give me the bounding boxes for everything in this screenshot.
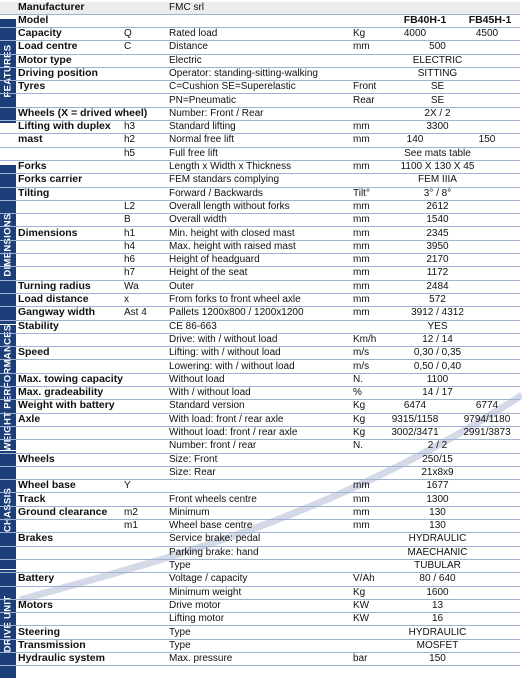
- row-description: Wheel base centre: [169, 520, 253, 532]
- row-value: 1300: [426, 493, 449, 505]
- row-value: 572: [429, 294, 446, 305]
- row-unit: Rear: [353, 94, 375, 106]
- table-row: [0, 214, 520, 227]
- row-unit: %: [353, 387, 362, 399]
- row-unit: mm: [353, 227, 370, 239]
- table-row: [0, 560, 520, 573]
- row-value: FEM IIIA: [418, 174, 457, 186]
- row-key: mast: [18, 133, 43, 146]
- row-value-model-1: 3002/3471: [391, 427, 439, 438]
- row-unit: V/Ah: [353, 573, 375, 585]
- row-unit: mm: [353, 254, 370, 266]
- row-value: 2484: [426, 280, 449, 292]
- row-unit: mm: [353, 161, 370, 172]
- row-symbol: Wa: [124, 280, 139, 292]
- row-description: FEM standars complying: [169, 174, 280, 186]
- row-description: Service brake: pedal: [169, 533, 261, 545]
- table-row: [0, 108, 520, 121]
- row-value: SE: [430, 94, 445, 106]
- row-symbol: Y: [124, 480, 131, 492]
- row-description: From forks to front wheel axle: [169, 294, 301, 305]
- manufacturer-label: Manufacturer: [18, 1, 85, 13]
- row-description: Overall width: [169, 214, 227, 226]
- row-symbol: x: [124, 294, 129, 305]
- row-description: Overall length without forks: [169, 200, 290, 212]
- row-unit: mm: [353, 520, 370, 532]
- row-key: Track: [18, 492, 46, 505]
- row-value-model-1: 4000: [403, 28, 427, 39]
- row-value: 3° / 8°: [423, 187, 452, 199]
- table-row: [0, 41, 520, 54]
- row-key: Lifting with duplex: [18, 120, 111, 133]
- row-key: Weight with battery: [18, 399, 115, 412]
- row-symbol: m2: [124, 506, 138, 518]
- row-value: 1172: [426, 267, 449, 279]
- row-value: 0,30 / 0,35: [413, 347, 462, 359]
- section-label: DIMENSIONS: [2, 212, 14, 277]
- row-value: 3300: [426, 121, 449, 133]
- row-value: 130: [429, 506, 446, 518]
- row-description: C=Cushion SE=Superelastic: [169, 81, 296, 93]
- row-symbol: B: [124, 214, 131, 226]
- row-unit: mm: [353, 307, 370, 319]
- row-key: Forks: [18, 160, 47, 172]
- row-unit: Kg: [353, 586, 366, 598]
- row-key: Speed: [18, 346, 50, 359]
- row-key: Gangway width: [18, 306, 96, 319]
- table-row: [0, 547, 520, 560]
- row-symbol: m1: [124, 520, 138, 532]
- row-description: Number: front / rear: [169, 440, 257, 452]
- row-key: Hydraulic system: [18, 652, 105, 665]
- row-value-model-1: 9315/1158: [391, 413, 439, 425]
- row-value: 3950: [426, 240, 449, 252]
- row-key: Stability: [18, 319, 59, 332]
- section-label: WEIGHT PERFORMANCES: [2, 323, 14, 452]
- row-description: Minimum: [169, 506, 210, 518]
- row-description: Max. pressure: [169, 653, 233, 665]
- row-description: Rated load: [169, 28, 218, 39]
- row-symbol: h4: [124, 240, 136, 252]
- row-key: Axle: [18, 412, 41, 425]
- row-key: Transmission: [18, 638, 86, 651]
- row-key: Battery: [18, 572, 55, 585]
- table-row: [0, 627, 520, 640]
- table-row: [0, 414, 520, 427]
- table-row: [0, 134, 520, 147]
- row-value: 1600: [426, 586, 449, 598]
- row-symbol: h1: [124, 227, 136, 239]
- row-key: Turning radius: [18, 279, 91, 292]
- row-value: 14 / 17: [422, 387, 453, 399]
- row-description: Without load: [169, 373, 225, 385]
- model-2: FB45H-1: [468, 14, 512, 26]
- table-row: [0, 148, 520, 161]
- table-row: [0, 480, 520, 493]
- table-row: [0, 28, 520, 41]
- row-symbol: h5: [124, 147, 136, 159]
- table-row: [0, 121, 520, 134]
- row-description: Lowering: with / without load: [169, 360, 295, 372]
- row-value-model-2: 9794/1180: [463, 413, 511, 425]
- table-row: [0, 653, 520, 666]
- row-key: Forks carrier: [18, 173, 83, 186]
- table-row: [0, 613, 520, 626]
- row-unit: mm: [353, 134, 370, 146]
- table-row: [0, 267, 520, 280]
- row-description: Parking brake: hand: [169, 546, 259, 558]
- row-key: Max. gradeability: [18, 386, 104, 399]
- row-description: Full free lift: [169, 147, 218, 159]
- row-unit: Front: [353, 81, 377, 93]
- row-description: Front wheels centre: [169, 493, 257, 505]
- row-description: Max. height with raised mast: [169, 240, 296, 252]
- row-unit: Kg: [353, 427, 366, 438]
- row-symbol: L2: [124, 200, 136, 212]
- row-description: Minimum weight: [169, 586, 242, 598]
- manufacturer-value: FMC srl: [169, 2, 204, 13]
- table-row: [0, 467, 520, 480]
- row-description: Operator: standing-sitting-walking: [169, 67, 318, 79]
- row-value: 130: [429, 520, 446, 532]
- row-key: Ground clearance: [18, 505, 108, 518]
- row-description: Height of headguard: [169, 254, 260, 266]
- row-description: Lifting: with / without load: [169, 347, 281, 359]
- table-row: [0, 228, 520, 241]
- table-row: [0, 294, 520, 307]
- row-unit: m/s: [353, 347, 370, 359]
- row-description: Standard version: [169, 400, 245, 412]
- row-description: With load: front / rear axle: [169, 413, 284, 425]
- row-value: SITTING: [417, 67, 458, 79]
- table-row: [0, 347, 520, 360]
- table-row: [0, 161, 520, 174]
- row-description: Voltage / capacity: [169, 573, 248, 585]
- row-value: TUBULAR: [414, 560, 461, 571]
- row-description: Drive: with / without load: [169, 333, 278, 345]
- row-value-model-2: 6774: [475, 400, 499, 412]
- model-1: FB40H-1: [403, 14, 447, 26]
- row-key: Wheels: [18, 452, 55, 465]
- row-unit: mm: [353, 121, 370, 133]
- row-unit: KW: [353, 613, 370, 625]
- row-unit: Km/h: [353, 333, 377, 345]
- row-description: Distance: [169, 41, 208, 53]
- table-row: [0, 188, 520, 201]
- row-value: HYDRAULIC: [408, 533, 467, 545]
- row-symbol: Q: [124, 28, 132, 39]
- row-description: Type: [169, 639, 191, 651]
- row-description: Outer: [169, 280, 195, 292]
- row-value: 12 / 14: [422, 333, 453, 345]
- row-unit: N.: [353, 373, 363, 385]
- table-row: [0, 573, 520, 586]
- row-unit: Kg: [353, 28, 366, 39]
- table-row: [0, 174, 520, 187]
- row-unit: mm: [353, 240, 370, 252]
- table-row: [0, 95, 520, 108]
- row-value-model-2: 150: [478, 134, 496, 146]
- row-description: Normal free lift: [169, 134, 235, 146]
- row-description: With / without load: [169, 387, 251, 399]
- row-unit: m/s: [353, 360, 370, 372]
- row-description: Without load: front / rear axle: [169, 427, 298, 438]
- table-row: [0, 361, 520, 374]
- row-key: Tyres: [18, 80, 46, 93]
- row-unit: mm: [353, 41, 370, 53]
- row-key: Load centre: [18, 40, 78, 53]
- row-value: 2612: [426, 200, 449, 212]
- section-label: FEATURES: [2, 44, 14, 98]
- table-row: [0, 507, 520, 520]
- row-value: MOSFET: [416, 639, 459, 651]
- row-description: Pallets 1200x800 / 1200x1200: [169, 307, 304, 319]
- row-symbol: h7: [124, 267, 136, 279]
- row-symbol: h3: [124, 121, 136, 133]
- row-symbol: Ast 4: [124, 307, 147, 319]
- row-value: 1100 X 130 X 45: [400, 161, 475, 172]
- row-value: SE: [430, 81, 445, 93]
- row-key: Wheels (X = drived wheel): [18, 106, 148, 119]
- model-label: Model: [18, 14, 49, 26]
- row-key: Wheel base: [18, 479, 76, 492]
- row-unit: bar: [353, 653, 368, 665]
- row-description: Electric: [169, 54, 202, 66]
- table-row: [0, 640, 520, 653]
- table-row: [0, 81, 520, 94]
- row-value-model-2: 2991/3873: [463, 427, 511, 438]
- row-description: PN=Pneumatic: [169, 94, 236, 106]
- row-value-model-1: 6474: [403, 400, 427, 412]
- table-row: [0, 241, 520, 254]
- row-description: Lifting motor: [169, 613, 225, 625]
- row-unit: mm: [353, 506, 370, 518]
- row-unit: N.: [353, 440, 363, 452]
- row-symbol: h6: [124, 254, 136, 266]
- row-value: 2170: [426, 254, 449, 266]
- row-unit: Kg: [353, 400, 366, 412]
- table-row: [0, 520, 520, 533]
- row-value: ELECTRIC: [412, 54, 463, 66]
- row-unit: mm: [353, 493, 370, 505]
- row-key: Max. towing capacity: [18, 372, 124, 385]
- table-row: [0, 374, 520, 387]
- row-value: 2X / 2: [424, 107, 451, 119]
- row-value: MAECHANIC: [407, 546, 468, 558]
- table-row: [0, 55, 520, 68]
- row-description: Drive motor: [169, 599, 221, 611]
- row-unit: KW: [353, 599, 370, 611]
- row-unit: mm: [353, 480, 370, 492]
- table-row: [0, 321, 520, 334]
- table-row: [0, 307, 520, 320]
- row-value: See mats table: [404, 147, 471, 159]
- table-row: [0, 254, 520, 267]
- row-value: 16: [431, 613, 444, 625]
- row-key: Tilting: [18, 186, 50, 199]
- row-description: Type: [169, 560, 191, 571]
- row-unit: mm: [353, 280, 370, 292]
- row-value: 2 / 2: [427, 440, 448, 452]
- row-value: 500: [429, 41, 446, 53]
- row-description: Type: [169, 626, 191, 638]
- table-row: [0, 533, 520, 546]
- table-row: [0, 400, 520, 413]
- row-key: Motor type: [18, 53, 72, 66]
- row-value: 2345: [426, 227, 449, 239]
- row-unit: Kg: [353, 413, 366, 425]
- section-label: CHASSIS: [2, 487, 14, 533]
- model-row: [0, 15, 520, 28]
- table-row: [0, 281, 520, 294]
- row-description: Forward / Backwards: [169, 187, 263, 199]
- row-key: Dimensions: [18, 226, 78, 239]
- section-label: DRIVE UNIT: [2, 595, 14, 653]
- table-row: [0, 587, 520, 600]
- row-value: 3912 / 4312: [411, 307, 464, 319]
- table-row: [0, 494, 520, 507]
- row-description: Length x Width x Thickness: [169, 161, 292, 172]
- row-unit: Tilt°: [353, 187, 370, 199]
- row-unit: mm: [353, 267, 370, 279]
- row-value: 21x8x9: [421, 466, 454, 478]
- row-value-model-2: 4500: [475, 28, 499, 39]
- row-unit: mm: [353, 294, 370, 305]
- row-description: CE 86-663: [169, 320, 217, 332]
- row-description: Height of the seat: [169, 267, 248, 279]
- row-value: HYDRAULIC: [408, 626, 467, 638]
- table-row: [0, 600, 520, 613]
- row-key: Capacity: [18, 27, 62, 39]
- row-description: Standard lifting: [169, 121, 236, 133]
- row-description: Number: Front / Rear: [169, 107, 264, 119]
- row-value-model-1: 140: [406, 134, 424, 146]
- row-key: Driving position: [18, 66, 98, 79]
- row-value: 250/15: [422, 453, 453, 465]
- row-value: 1100: [426, 373, 449, 385]
- row-key: Brakes: [18, 532, 54, 545]
- table-row: [0, 427, 520, 440]
- row-symbol: h2: [124, 134, 136, 146]
- row-value: YES: [427, 320, 448, 332]
- row-key: Motors: [18, 598, 53, 611]
- row-value: 1540: [426, 214, 449, 226]
- row-unit: mm: [353, 214, 370, 226]
- table-row: [0, 68, 520, 81]
- table-row: [0, 387, 520, 400]
- row-value: 0,50 / 0,40: [413, 360, 462, 372]
- table-row: [0, 201, 520, 214]
- row-description: Min. height with closed mast: [169, 227, 295, 239]
- row-value: 150: [429, 653, 446, 665]
- row-value: 80 / 640: [419, 573, 456, 585]
- table-row: [0, 454, 520, 467]
- row-symbol: C: [124, 41, 132, 53]
- row-description: Size: Rear: [169, 466, 216, 478]
- row-key: Load distance: [18, 293, 89, 305]
- row-description: Size: Front: [169, 453, 218, 465]
- row-unit: mm: [353, 200, 370, 212]
- row-value: 1677: [426, 480, 449, 492]
- table-row: [0, 440, 520, 453]
- row-key: Steering: [18, 625, 61, 638]
- row-value: 13: [431, 599, 444, 611]
- table-row: [0, 334, 520, 347]
